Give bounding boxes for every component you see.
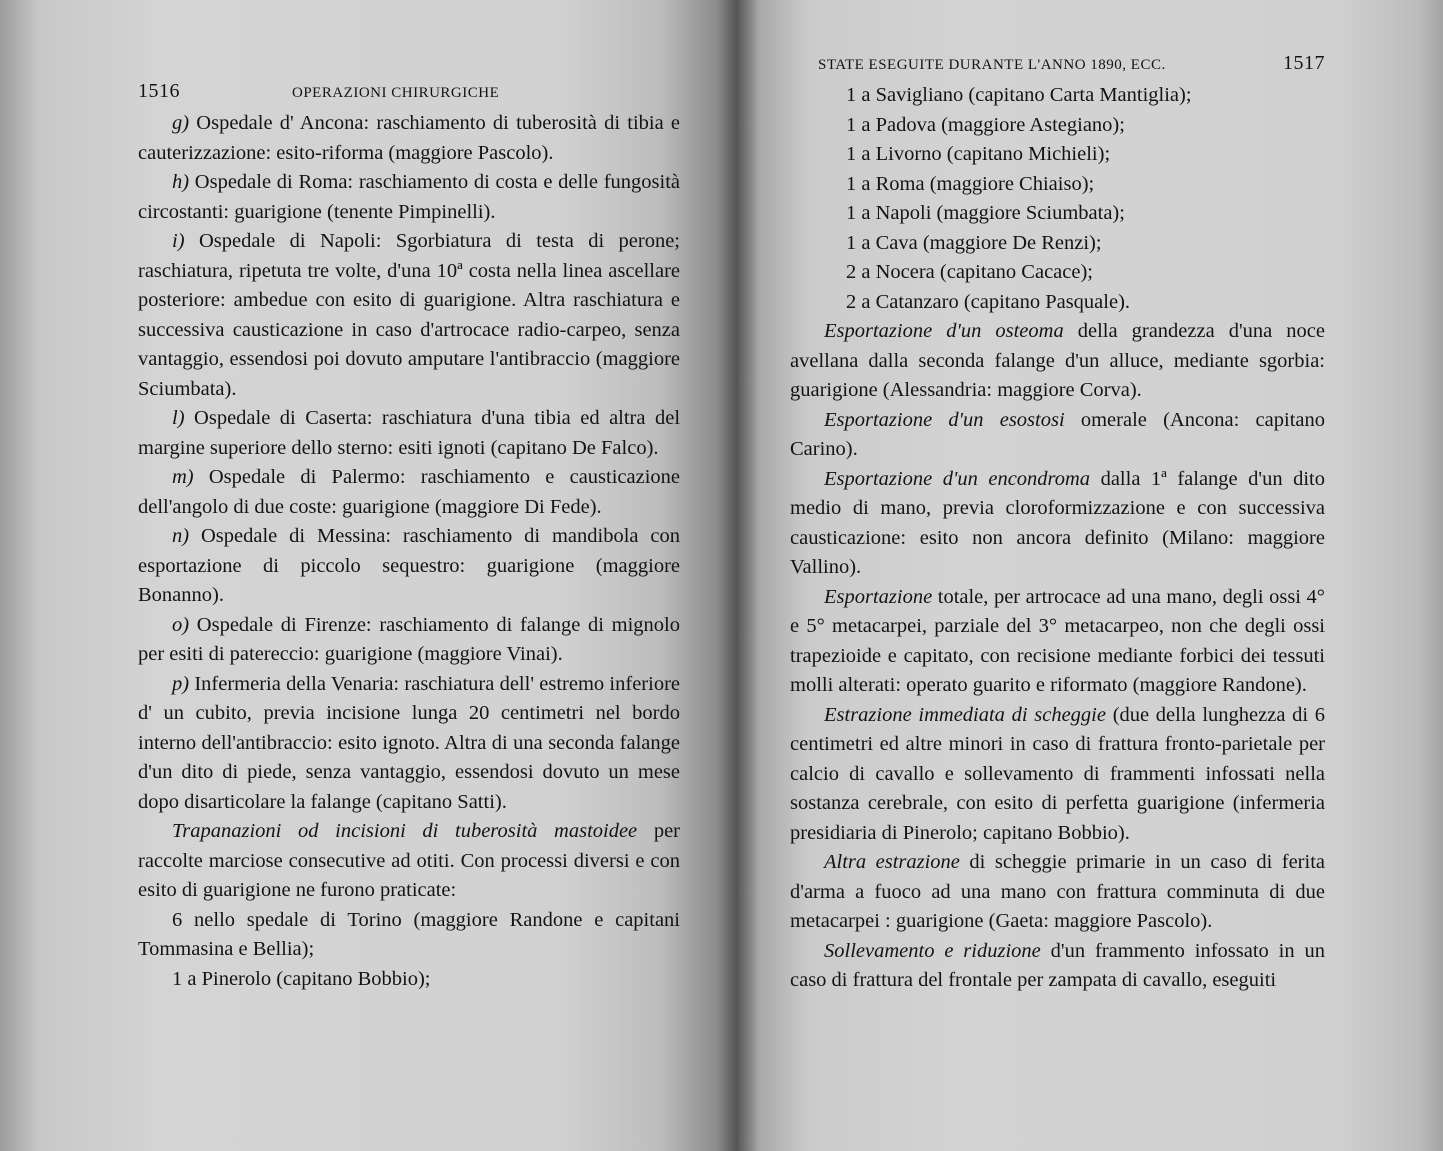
paragraph: i) Ospedale di Napoli: Sgorbiatura di testa di perone; raschiatura, ripetuta tre volte, d'una 10ª costa nella linea ascellare posteriore: ambedue con esito di guarigione. Altra raschiatura e successiva causticazione in caso d'artrocace radio-carpeo, senza vantaggio, essendosi poi dovuto amputare l'antibraccio (maggiore Sciumbata). xyxy=(138,230,681,400)
paragraph: Esportazione d'un esostosi omerale (Ancona: capitano Carino). xyxy=(790,408,1325,460)
left-running-title: OPERAZIONI CHIRURGICHE xyxy=(292,85,500,101)
paragraph: Esportazione d'un osteoma della grandezza d'una noce avellana dalla seconda falange d'un alluce, mediante sgorbia: guarigione (Alessandria: maggiore Corva). xyxy=(790,320,1325,401)
paragraph: n) Ospedale di Messina: raschiamento di mandibola con esportazione di piccolo sequestro: guarigione (maggiore Bonanno). xyxy=(138,525,681,606)
left-running-head xyxy=(138,80,680,103)
list-item: 1 a Savigliano (capitano Carta Mantiglia); xyxy=(846,84,1192,106)
paragraph: Trapanazioni od incisioni di tuberosità mastoidee per raccolte marciose consecutive ad otiti. Con processi diversi e con esito di guarigione ne furono praticate: xyxy=(138,820,680,901)
paragraph: Sollevamento e riduzione d'un frammento infossato in un caso di frattura del frontale per zampata di cavallo, eseguiti xyxy=(790,939,1326,991)
paragraph: 6 nello spedale di Torino (maggiore Randone e capitani Tommasina e Bellia); xyxy=(138,908,680,960)
paragraph: p) Infermeria della Venaria: raschiatura dell' estremo inferiore d' un cubito, previa incisione lunga 20 centimetri nel bordo interno dell'antibraccio: esito ignoto. Altra di una seconda falange d'un dito di piede, senza vantaggio, essendosi dovuto un mese dopo disarticolare la falange (capitano Satti). xyxy=(138,672,680,813)
paragraph: Esportazione totale, per artrocace ad una mano, degli ossi 4° e 5° metacarpei, parziale del 3° metacarpeo, non che degli ossi trapezioide e capitato, con recisione mediante forbici dei tessuti molli alterati: operato guarito e riformato (maggiore Randone). xyxy=(790,585,1325,696)
list-item: 1 a Roma (maggiore Chiaiso); xyxy=(846,172,1095,195)
paragraph: Esportazione d'un encondroma dalla 1ª falange d'un dito medio di mano, previa cloroformizzazione e con successiva causticazione: esito non ancora definito (Milano: maggiore Vallino). xyxy=(790,467,1325,578)
right-page-number: 1517 xyxy=(1283,52,1325,74)
paragraph: h) Ospedale di Roma: raschiamento di costa e delle fungosità circostanti: guarigione (tenente Pimpinelli). xyxy=(138,171,681,223)
paragraph: 1 a Pinerolo (capitano Bobbio); xyxy=(172,967,431,990)
list-item: 1 a Napoli (maggiore Sciumbata); xyxy=(846,202,1125,224)
list-item: 2 a Nocera (capitano Cacace); xyxy=(846,261,1093,283)
list-item: 1 a Livorno (capitano Michieli); xyxy=(846,143,1111,165)
right-running-title: STATE ESEGUITE DURANTE L'ANNO 1890, ECC. xyxy=(818,57,1166,73)
left-text-body xyxy=(138,109,680,994)
paragraph: g) Ospedale d' Ancona: raschiamento di tuberosità di tibia e cauterizzazione: esito-riforma (maggiore Pascolo). xyxy=(138,112,680,164)
list-item: 2 a Catanzaro (capitano Pasquale). xyxy=(846,290,1131,313)
right-text-body xyxy=(790,81,1325,996)
paragraph: m) Ospedale di Palermo: raschiamento e causticazione dell'angolo di due coste: guarigione (maggiore Di Fede). xyxy=(138,466,681,518)
left-page-number: 1516 xyxy=(138,80,180,102)
right-page xyxy=(738,0,1443,1151)
list-item: 1 a Cava (maggiore De Renzi); xyxy=(846,231,1102,254)
right-running-head xyxy=(790,52,1325,75)
paragraph: Estrazione immediata di scheggie (due della lunghezza di 6 centimetri ed altre minori in caso di frattura fronto-parietale per calcio di cavallo e sollevamento di frammenti infossati nella sostanza cerebrale, con esito di perfetta guarigione (infermeria presidiaria di Pinerolo; capitano Bobbio). xyxy=(790,703,1326,844)
list-item: 1 a Padova (maggiore Astegiano); xyxy=(846,113,1125,136)
paragraph: Altra estrazione di scheggie primarie in un caso di ferita d'arma a fuoco ad una mano con frattura comminuta di due metacarpei : guarigione (Gaeta: maggiore Pascolo). xyxy=(790,851,1325,932)
paragraph: o) Ospedale di Firenze: raschiamento di falange di mignolo per esiti di patereccio: guarigione (maggiore Vinai). xyxy=(138,613,681,665)
paragraph: l) Ospedale di Caserta: raschiatura d'una tibia ed altra del margine superiore dello sterno: esiti ignoti (capitano De Falco). xyxy=(138,407,681,459)
